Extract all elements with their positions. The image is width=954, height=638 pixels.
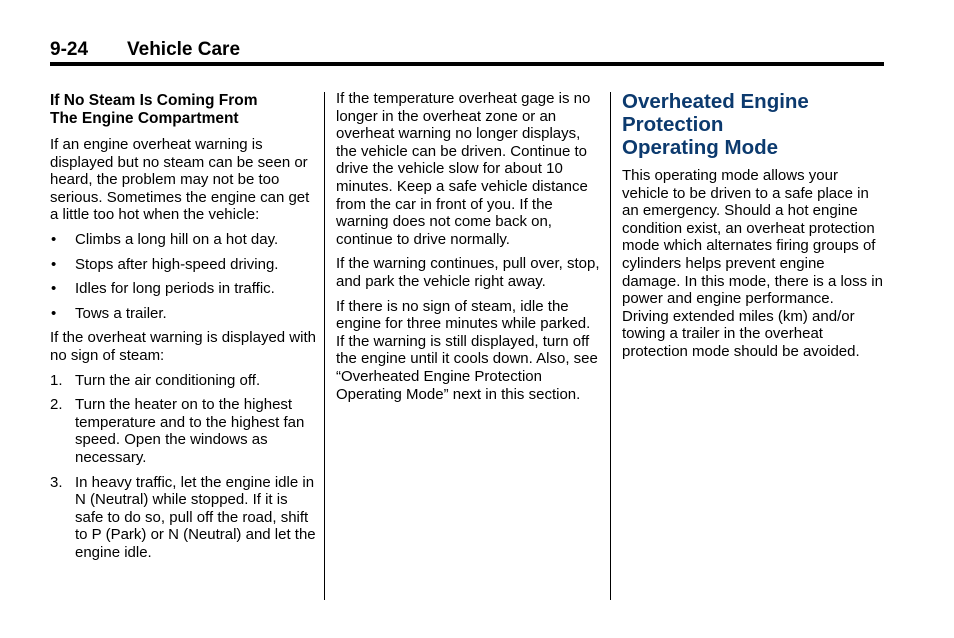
intro-paragraph: If an engine overheat warning is displayed but no steam can be seen or heard, the problem may not be too serious. Sometimes the engine can get a little too hot when the vehicle: [50, 136, 310, 224]
heading-line: Operating Mode [622, 136, 779, 159]
heading-line: Protection [622, 113, 724, 136]
step-item [50, 474, 318, 562]
step-text: Turn the air conditioning off. [75, 371, 261, 389]
subheading [50, 92, 318, 128]
step-number: 1. [50, 371, 63, 389]
list-item-text: Stops after high-speed driving. [75, 255, 279, 273]
subheading-line: The Engine Compartment [50, 110, 239, 127]
step-item [50, 372, 318, 390]
conditions-list [50, 231, 318, 322]
list-item-text: Idles for long periods in traffic. [75, 280, 275, 298]
heading-line: Overheated Engine [622, 90, 809, 113]
header-rule [50, 62, 884, 66]
subheading-line: If No Steam Is Coming From [50, 92, 258, 109]
step-text: Turn the heater on to the highest temperature and to the highest fan speed. Open the windows as necessary. [75, 396, 305, 466]
list-item [50, 305, 318, 323]
column-left [50, 90, 318, 568]
step-item [50, 396, 318, 466]
bullet-icon: • [51, 255, 57, 273]
page-number: 9-24 [50, 39, 89, 60]
list-item-text: Climbs a long hill on a hot day. [75, 230, 279, 248]
list-item [50, 231, 318, 249]
paragraph: This operating mode allows your vehicle to be driven to a safe place in an emergency. Should a hot engine condition exist, an overheat protection mode which alternates firing groups of cylinders helps prevent engine damage. In this mode, there is a loss in power and engine performance. Driving extended miles (km) and/or towing a trailer in the overheat protection mode should be avoided. [622, 167, 883, 360]
section-heading [622, 90, 884, 159]
paragraph: If the warning continues, pull over, stop, and park the vehicle right away. [336, 255, 600, 290]
page-header [50, 39, 884, 63]
paragraph: If the temperature overheat gage is no longer in the overheat zone or an overheat warning no longer displays, the vehicle can be driven. Continue to drive the vehicle slow for about 10 minutes. Keep a safe vehicle distance from the car in front of you. If the warning does not come back on, continue to drive normally. [336, 90, 591, 248]
bullet-icon: • [51, 304, 57, 322]
list-item-text: Tows a trailer. [75, 304, 167, 322]
list-item [50, 280, 318, 298]
bullet-icon: • [51, 280, 57, 298]
step-number: 3. [50, 473, 63, 491]
column-right [622, 90, 884, 368]
column-divider [324, 92, 325, 600]
column-divider [610, 92, 611, 600]
bullet-icon: • [51, 230, 57, 248]
section-title: Vehicle Care [127, 39, 241, 60]
step-number: 2. [50, 396, 63, 414]
paragraph: If the overheat warning is displayed with no sign of steam: [50, 329, 316, 364]
step-text: In heavy traffic, let the engine idle in N (Neutral) while stopped. If it is safe to do so, pull off the road, shift to P (Park) or N (Neutral) and let the engine idle. [75, 473, 316, 561]
column-middle [336, 90, 602, 410]
list-item [50, 256, 318, 274]
steps-list [50, 372, 318, 562]
paragraph: If there is no sign of steam, idle the engine for three minutes while parked. If the warning is still displayed, turn off the engine until it cools down. Also, see “Overheated Engine Protection Operating Mode” next in this section. [336, 297, 598, 403]
